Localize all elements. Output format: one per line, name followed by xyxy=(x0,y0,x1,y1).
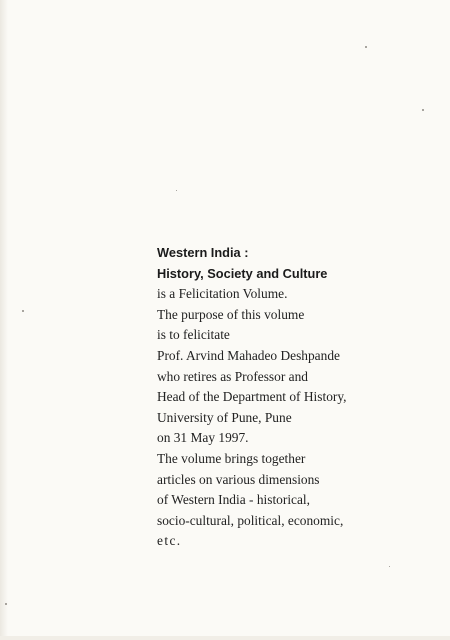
text-line: Prof. Arvind Mahadeo Deshpande xyxy=(157,347,340,363)
page-bottom-edge xyxy=(0,636,450,640)
paper-speck xyxy=(365,46,367,48)
book-title-line-1: Western India : xyxy=(157,245,249,260)
text-line: etc. xyxy=(157,533,182,549)
paper-speck xyxy=(422,109,424,111)
text-line: The purpose of this volume xyxy=(157,306,305,322)
paper-speck xyxy=(176,190,177,191)
text-line: The volume brings together xyxy=(157,450,306,466)
paper-speck xyxy=(389,566,390,567)
paper-speck xyxy=(5,603,7,605)
text-line: of Western India - historical, xyxy=(157,492,310,508)
text-line: Head of the Department of History, xyxy=(157,389,347,405)
page-edge-shadow xyxy=(0,0,8,640)
book-title-line-2: History, Society and Culture xyxy=(157,265,328,281)
text-line: socio-cultural, political, economic, xyxy=(157,512,344,528)
text-line: is to felicitate xyxy=(157,327,230,343)
felicitation-text xyxy=(157,243,417,552)
text-line: is a Felicitation Volume. xyxy=(157,286,288,302)
text-line: who retires as Professor and xyxy=(157,368,308,384)
text-line: on 31 May 1997. xyxy=(157,430,249,446)
paper-speck xyxy=(22,310,24,312)
text-line: University of Pune, Pune xyxy=(157,409,292,425)
text-line: articles on various dimensions xyxy=(157,471,320,487)
